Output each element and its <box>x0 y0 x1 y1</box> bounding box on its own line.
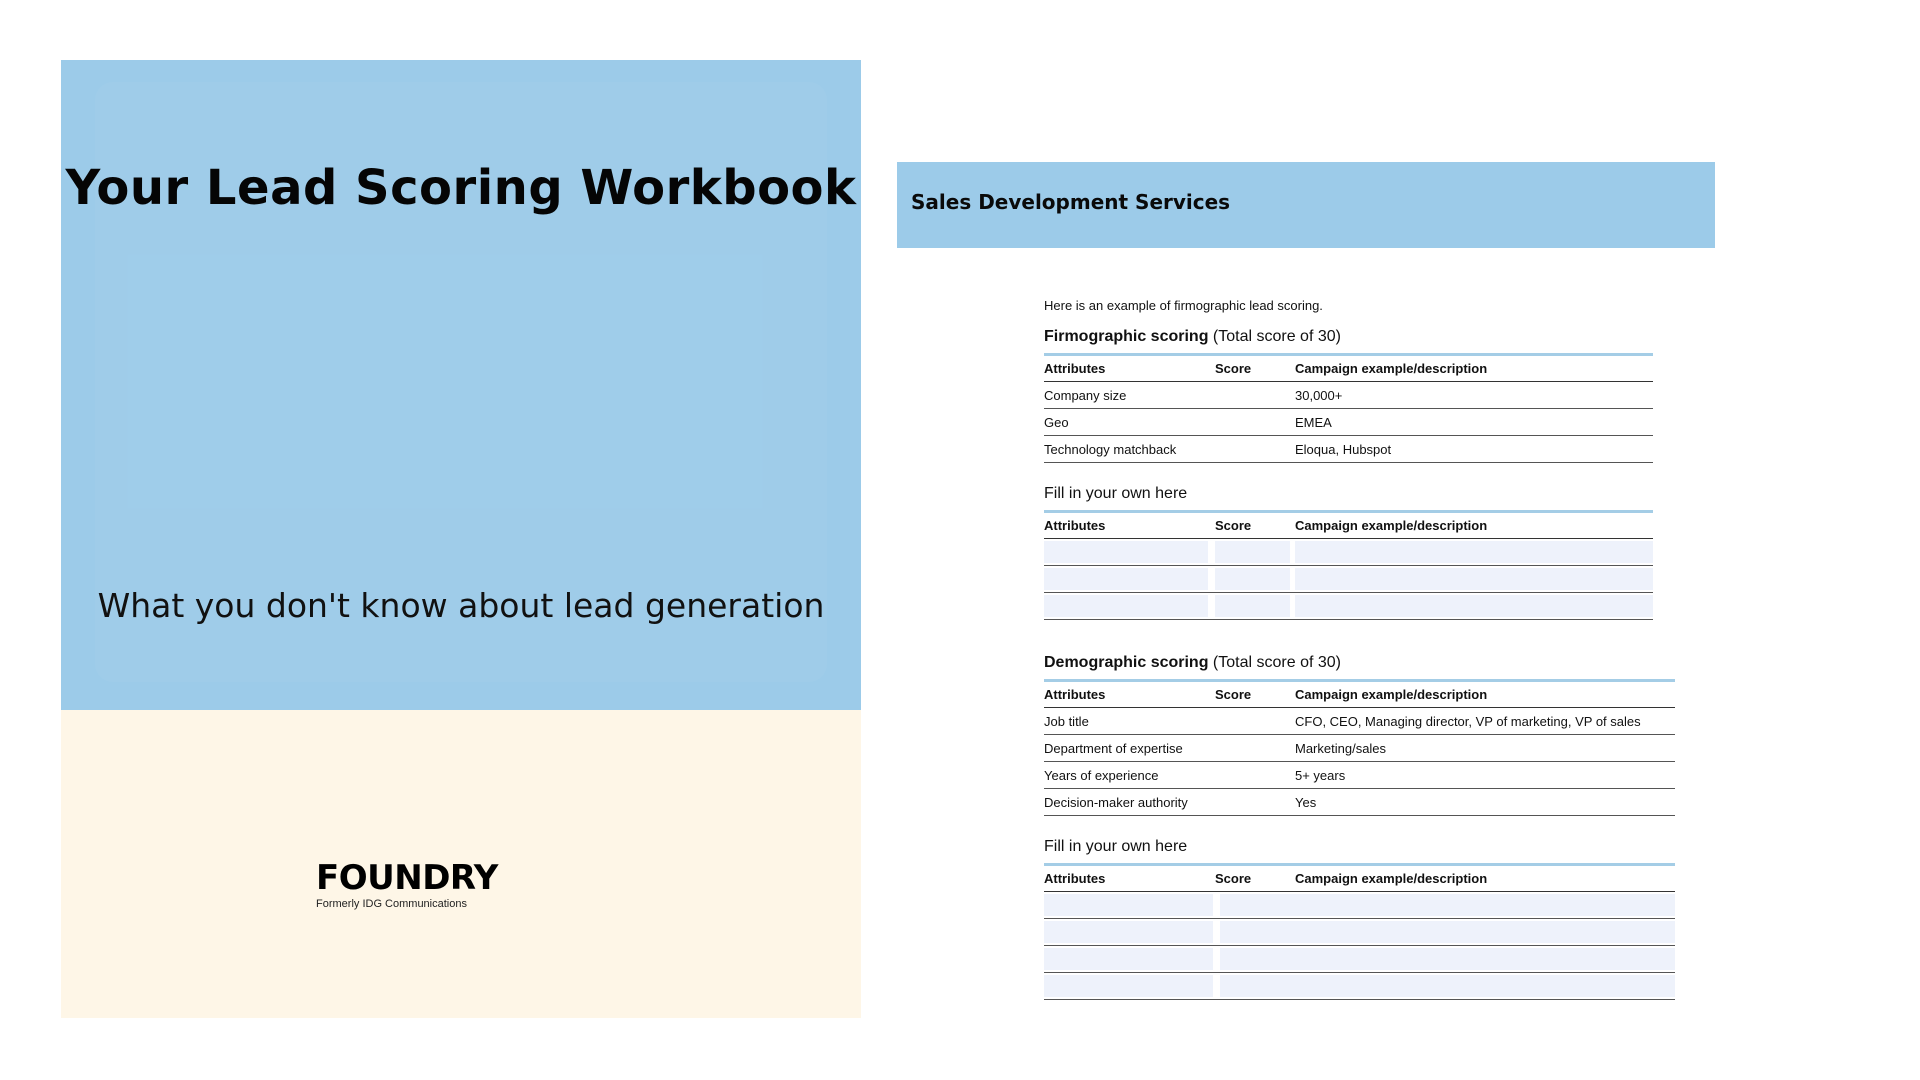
fill-cell-description[interactable] <box>1295 973 1675 1000</box>
cell-attribute: Technology matchback <box>1044 436 1215 463</box>
fill-cell-description[interactable] <box>1295 892 1675 919</box>
cell-score <box>1215 735 1295 762</box>
cell-attribute: Decision-maker authority <box>1044 789 1215 816</box>
fill-cell-score[interactable] <box>1215 946 1295 973</box>
fill-cell-attribute[interactable] <box>1044 593 1215 620</box>
logo-wordmark: FOUNDRY <box>316 858 498 898</box>
table-row <box>1044 892 1675 919</box>
table-row <box>1044 436 1653 463</box>
table-row <box>1044 708 1675 735</box>
column-header-attributes: Attributes <box>1044 355 1215 382</box>
column-header-description: Campaign example/description <box>1295 355 1653 382</box>
table-row <box>1044 973 1675 1000</box>
table-header-row <box>1044 355 1653 382</box>
fill-cell-score[interactable] <box>1215 919 1295 946</box>
cell-description: 30,000+ <box>1295 382 1653 409</box>
cell-score <box>1215 436 1295 463</box>
column-header-description: Campaign example/description <box>1295 681 1675 708</box>
table-row <box>1044 762 1675 789</box>
cell-attribute: Job title <box>1044 708 1215 735</box>
column-header-score: Score <box>1215 681 1295 708</box>
table-row <box>1044 382 1653 409</box>
demographic-fill-in-title: Fill in your own here <box>1044 838 1188 855</box>
table-header-row <box>1044 681 1675 708</box>
cell-description: CFO, CEO, Managing director, VP of marketing, VP of sales <box>1295 708 1675 735</box>
firmographic-fill-in-title: Fill in your own here <box>1044 485 1188 502</box>
fill-cell-description[interactable] <box>1295 919 1675 946</box>
fill-cell-description[interactable] <box>1295 946 1675 973</box>
fill-cell-score[interactable] <box>1215 566 1295 593</box>
column-header-description: Campaign example/description <box>1295 512 1653 539</box>
cell-description: Marketing/sales <box>1295 735 1675 762</box>
cell-description: EMEA <box>1295 409 1653 436</box>
table-row <box>1044 539 1653 566</box>
document-header <box>897 162 1715 248</box>
demographic-fill-in-table <box>1044 863 1675 1000</box>
cover-title: Your Lead Scoring Workbook <box>65 160 857 216</box>
cell-attribute: Company size <box>1044 382 1215 409</box>
firmographic-title <box>1044 326 1674 348</box>
cell-description: Eloqua, Hubspot <box>1295 436 1653 463</box>
fill-cell-score[interactable] <box>1215 973 1295 1000</box>
cell-description: 5+ years <box>1295 762 1675 789</box>
table-row <box>1044 735 1675 762</box>
demographic-title-rest: (Total score of 30) <box>1208 654 1341 671</box>
fill-cell-description[interactable] <box>1295 593 1653 620</box>
firmographic-fill-in-table <box>1044 510 1653 620</box>
table-row <box>1044 946 1675 973</box>
cell-score <box>1215 382 1295 409</box>
column-header-score: Score <box>1215 865 1295 892</box>
logo-tagline: Formerly IDG Communications <box>316 898 467 910</box>
cell-description: Yes <box>1295 789 1675 816</box>
column-header-attributes: Attributes <box>1044 512 1215 539</box>
table-row <box>1044 566 1653 593</box>
cell-attribute: Geo <box>1044 409 1215 436</box>
fill-cell-description[interactable] <box>1295 566 1653 593</box>
foundry-logo <box>316 858 516 910</box>
firmographic-title-bold: Firmographic scoring <box>1044 328 1209 345</box>
fill-cell-attribute[interactable] <box>1044 566 1215 593</box>
table-header-row <box>1044 512 1653 539</box>
document-body <box>1044 296 1674 1000</box>
cell-attribute: Department of expertise <box>1044 735 1215 762</box>
document-header-title: Sales Development Services <box>911 190 1231 214</box>
demographic-title <box>1044 652 1674 674</box>
table-row <box>1044 789 1675 816</box>
table-header-row <box>1044 865 1675 892</box>
intro-text: Here is an example of firmographic lead scoring. <box>1044 298 1323 313</box>
table-row <box>1044 593 1653 620</box>
fill-cell-score[interactable] <box>1215 539 1295 566</box>
fill-cell-attribute[interactable] <box>1044 892 1215 919</box>
fill-cell-score[interactable] <box>1215 593 1295 620</box>
demographic-title-bold: Demographic scoring <box>1044 654 1209 671</box>
cover-top-panel <box>61 60 861 710</box>
firmographic-title-rest: (Total score of 30) <box>1208 328 1341 345</box>
table-row <box>1044 409 1653 436</box>
column-header-description: Campaign example/description <box>1295 865 1675 892</box>
column-header-score: Score <box>1215 512 1295 539</box>
cell-score <box>1215 789 1295 816</box>
fill-cell-attribute[interactable] <box>1044 919 1215 946</box>
cell-score <box>1215 762 1295 789</box>
column-header-score: Score <box>1215 355 1295 382</box>
demographic-table <box>1044 679 1675 816</box>
cell-score <box>1215 708 1295 735</box>
firmographic-table <box>1044 353 1653 463</box>
fill-cell-attribute[interactable] <box>1044 973 1215 1000</box>
fill-cell-attribute[interactable] <box>1044 946 1215 973</box>
fill-cell-score[interactable] <box>1215 892 1295 919</box>
column-header-attributes: Attributes <box>1044 681 1215 708</box>
table-row <box>1044 919 1675 946</box>
cell-score <box>1215 409 1295 436</box>
cover-subtitle: What you don't know about lead generation <box>97 586 825 625</box>
column-header-attributes: Attributes <box>1044 865 1215 892</box>
cell-attribute: Years of experience <box>1044 762 1215 789</box>
fill-cell-attribute[interactable] <box>1044 539 1215 566</box>
fill-cell-description[interactable] <box>1295 539 1653 566</box>
